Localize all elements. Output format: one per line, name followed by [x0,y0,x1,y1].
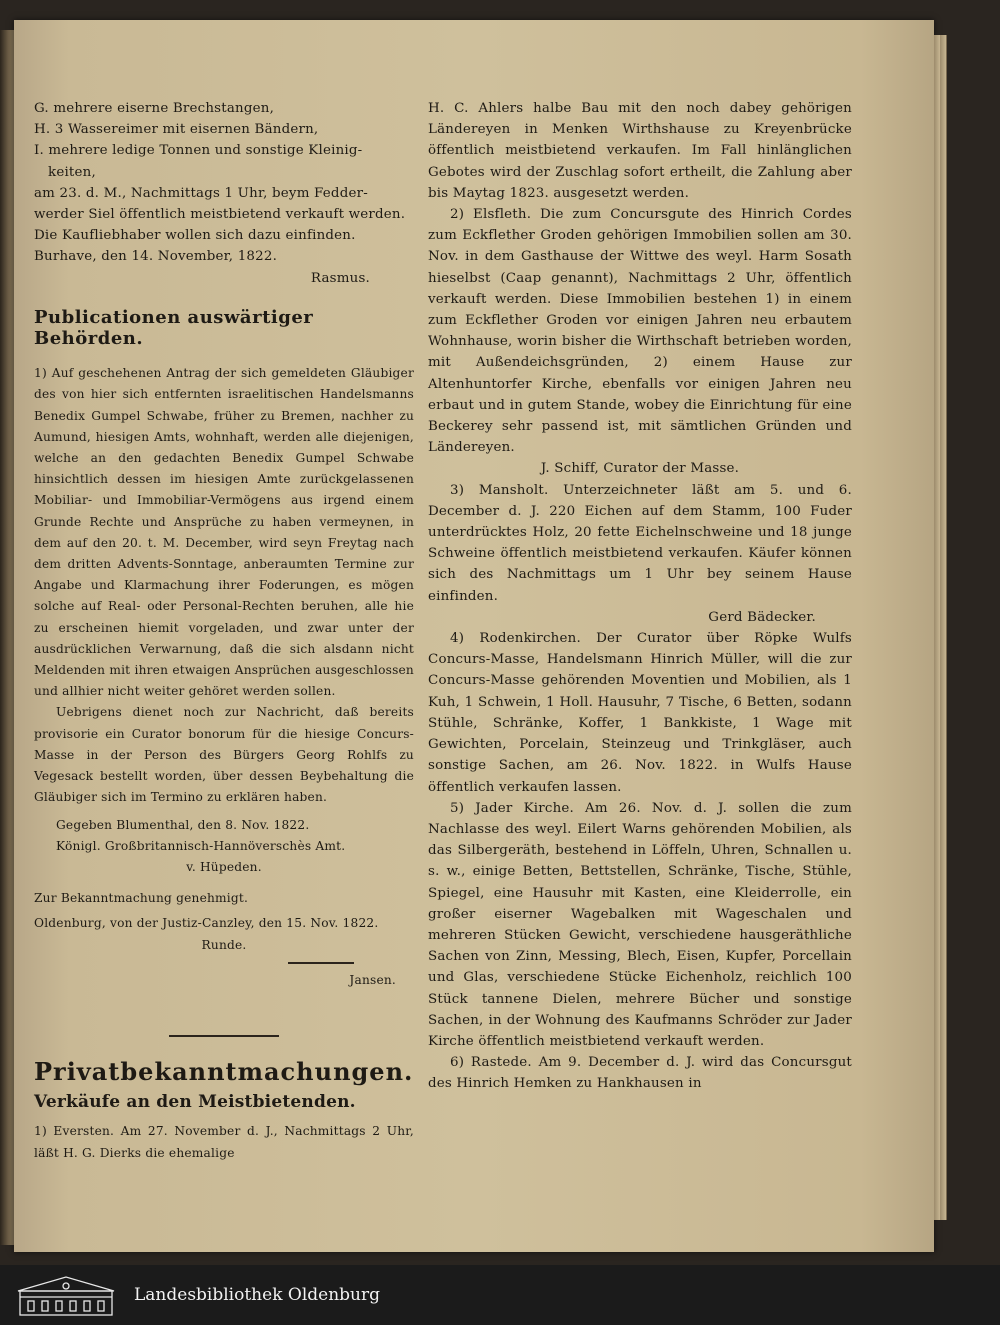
item-2: 2) Elsfleth. Die zum Concursgute des Hinrich Cordes zum Eckflether Groden gehörigen Immobilien sollen am 30. Nov. in dem Gasthause der Wittwe des weyl. Harm Sosath hieselbst (Caap genannt), Nachmittags 2 Uhr, öffentlich verkauft werden. Diese Immobilien bestehen 1) in einem zum Eckflether Groden vor einigen Jahren neu erbautem Wohnhause, worin bisher die Wirthschaft betrieben worden, mit Außendeichsgründen, 2) einem Hause zur Altenhuntorfer Kirche, ebenfalls vor einigen Jahren neu erbaut und in gutem Stande, wobey die Einrichtung für eine Beckerey sehr passend ist, mit sämtlichen Gründen und Ländereyen. [428,207,852,456]
notice-addendum: Uebrigens dienet noch zur Nachricht, daß bereits provisorie ein Curator bonorum für die hiesige Concurs-Masse in der Person des Bürgers Georg Rohlfs zu Vegesack bestellt worden, über dessen Beybehaltung die Gläubiger sich im Termino zu erklären haben. [34,705,414,805]
list-line: am 23. d. M., Nachmittags 1 Uhr, beym Fedder- [34,185,368,201]
section-heading: Publicationen auswärtiger Behörden. [34,306,314,350]
right-column [428,98,852,1095]
library-name: Landesbibliothek Oldenburg [134,1285,381,1305]
authority-signature: v. Hüpeden. [186,859,262,874]
item-1-start: 1) Eversten. Am 27. November d. J., Nachmittags 2 Uhr, läßt H. G. Dierks die ehemalige [34,1124,414,1160]
left-column [34,98,414,1164]
given-line: Gegeben Blumenthal, den 8. Nov. 1822. [56,817,310,832]
previous-page-edge [0,30,14,1245]
private-heading: Privatbekanntmachungen. [34,1056,414,1086]
document-page [14,20,934,1252]
item-1-continuation: H. C. Ahlers halbe Bau mit den noch dabey gehörigen Ländereyen in Menken Wirthshause zu Kreyenbrücke öffentlich meistbietend verkaufen. Im Fall hinlänglichen Gebotes wird der Zuschlag sofort ertheilt, die Zahlung aber bis Maytag 1823. ausgesetzt werden. [428,101,852,201]
signature: Rasmus. [310,270,370,286]
approval-signature-1: Runde. [201,937,247,952]
item-6-start: 6) Rastede. Am 9. December d. J. wird das Concursgut des Hinrich Hemken zu Hankhausen in [428,1055,852,1092]
library-building-logo-icon [14,1273,118,1317]
authority-line: Königl. Großbritannisch-Hannöverschès Amt. [56,838,346,853]
signature-rule [288,962,354,964]
list-line: werder Siel öffentlich meistbietend verkauft werden. [34,207,406,223]
list-line: G. mehrere eiserne Brechstangen, [34,101,275,116]
item-3: 3) Mansholt. Unterzeichneter läßt am 5. und 6. December d. J. 220 Eichen auf dem Stamm, 100 Fuder unterdrücktes Holz, 20 fette Eichelnschweine und 18 junge Schweine öffentlich meistbietend verkaufen. Käufer können sich des Nachmittags um 1 Uhr bey seinem Hause einfinden. [428,482,852,604]
place-date: Burhave, den 14. November, 1822. [34,249,278,265]
approval-line: Zur Bekanntmachung genehmigt. [34,891,249,906]
item-2-signature: J. Schiff, Curator der Masse. [540,461,740,477]
list-line: I. mehrere ledige Tonnen und sonstige Kleinig- [34,143,363,159]
approval-signature-2: Jansen. [349,972,396,987]
list-line: H. 3 Wassereimer mit eisernen Bändern, [34,122,319,138]
footer-bar [0,1265,1000,1325]
list-line: keiten, [48,164,96,180]
item-3-signature: Gerd Bädecker. [708,609,816,625]
approval-place: Oldenburg, von der Justiz-Canzley, den 15. Nov. 1822. [34,916,379,931]
notice-body: 1) Auf geschehenen Antrag der sich gemeldeten Gläubiger des von hier sich entfernten israelitischen Handelsmanns Benedix Gumpel Schwabe, früher zu Bremen, nachher zu Aumund, hiesigen Amts, wohnhaft, werden alle diejenigen, welche an den gedachten Benedix Gumpel Schwabe hinsichtlich dessen im hiesigen Amte zurückgelassenen Mobiliar- und Immobiliar-Vermögens aus irgend einem Grunde Rechte und Ansprüche zu haben vermeynen, in dem auf den 20. t. M. December, wird seyn Freytag nach dem dritten Advents-Sonntage, anberaumten Termine zur Angabe und Klarmachung ihrer Foderungen, es mögen solche auf Real- oder Personal-Rechten beruhen, alle hie zu erscheinen hiemit vorgeladen, und zwar unter der ausdrücklichen Verwarnung, daß die sich alsdann nicht Meldenden mit ihren etwaigen Ansprüchen ausgeschlossen und allhier nicht weiter gehöret werden sollen. [34,366,414,699]
item-5: 5) Jader Kirche. Am 26. Nov. d. J. sollen die zum Nachlasse des weyl. Eilert Warns gehörenden Mobilien, als das Silbergeräth, bestehend in Löffeln, Uhren, Schnallen u. s. w., einige Betten, Bettstellen, Schränke, Tische, Stühle, Spiegel, eine Hausuhr mit Kasten, eine Kleiderrolle, ein großer eiserner Wagebalken mit Wageschalen und mehreren Stücken Gewicht, verschiedene hausgeräthliche Sachen von Zinn, Messing, Blech, Eisen, Kupfer, Porcellain und Glas, verschiedene Stücke Eichenholz, reichlich 100 Stück tannene Dielen, mehrere Bücher und sonstige Sachen, in der Wohnung des Kaufmanns Schröder zur Jader Kirche öffentlich meistbietend verkauft werden. [428,800,852,1049]
sales-heading: Verkäufe an den Meistbietenden. [34,1092,356,1113]
page-edge [940,35,947,1220]
item-4: 4) Rodenkirchen. Der Curator über Röpke Wulfs Concurs-Masse, Handelsmann Hinrich Müller, will die zur Concurs-Masse gehörenden Moventien und Mobilien, als 1 Kuh, 1 Schwein, 1 Holl. Hausuhr, 7 Tische, 6 Betten, sodann Stühle, Schränke, Koffer, 1 Bankkiste, 1 Wage mit Gewichten, Porcelain, Steinzeug und Trinkgläser, auch sonstige Sachen, am 26. Nov. 1822. in Wulfs Hause öffentlich verkaufen lassen. [428,631,852,795]
section-divider [169,1035,279,1037]
list-line: Die Kaufliebhaber wollen sich dazu einfinden. [34,228,356,244]
